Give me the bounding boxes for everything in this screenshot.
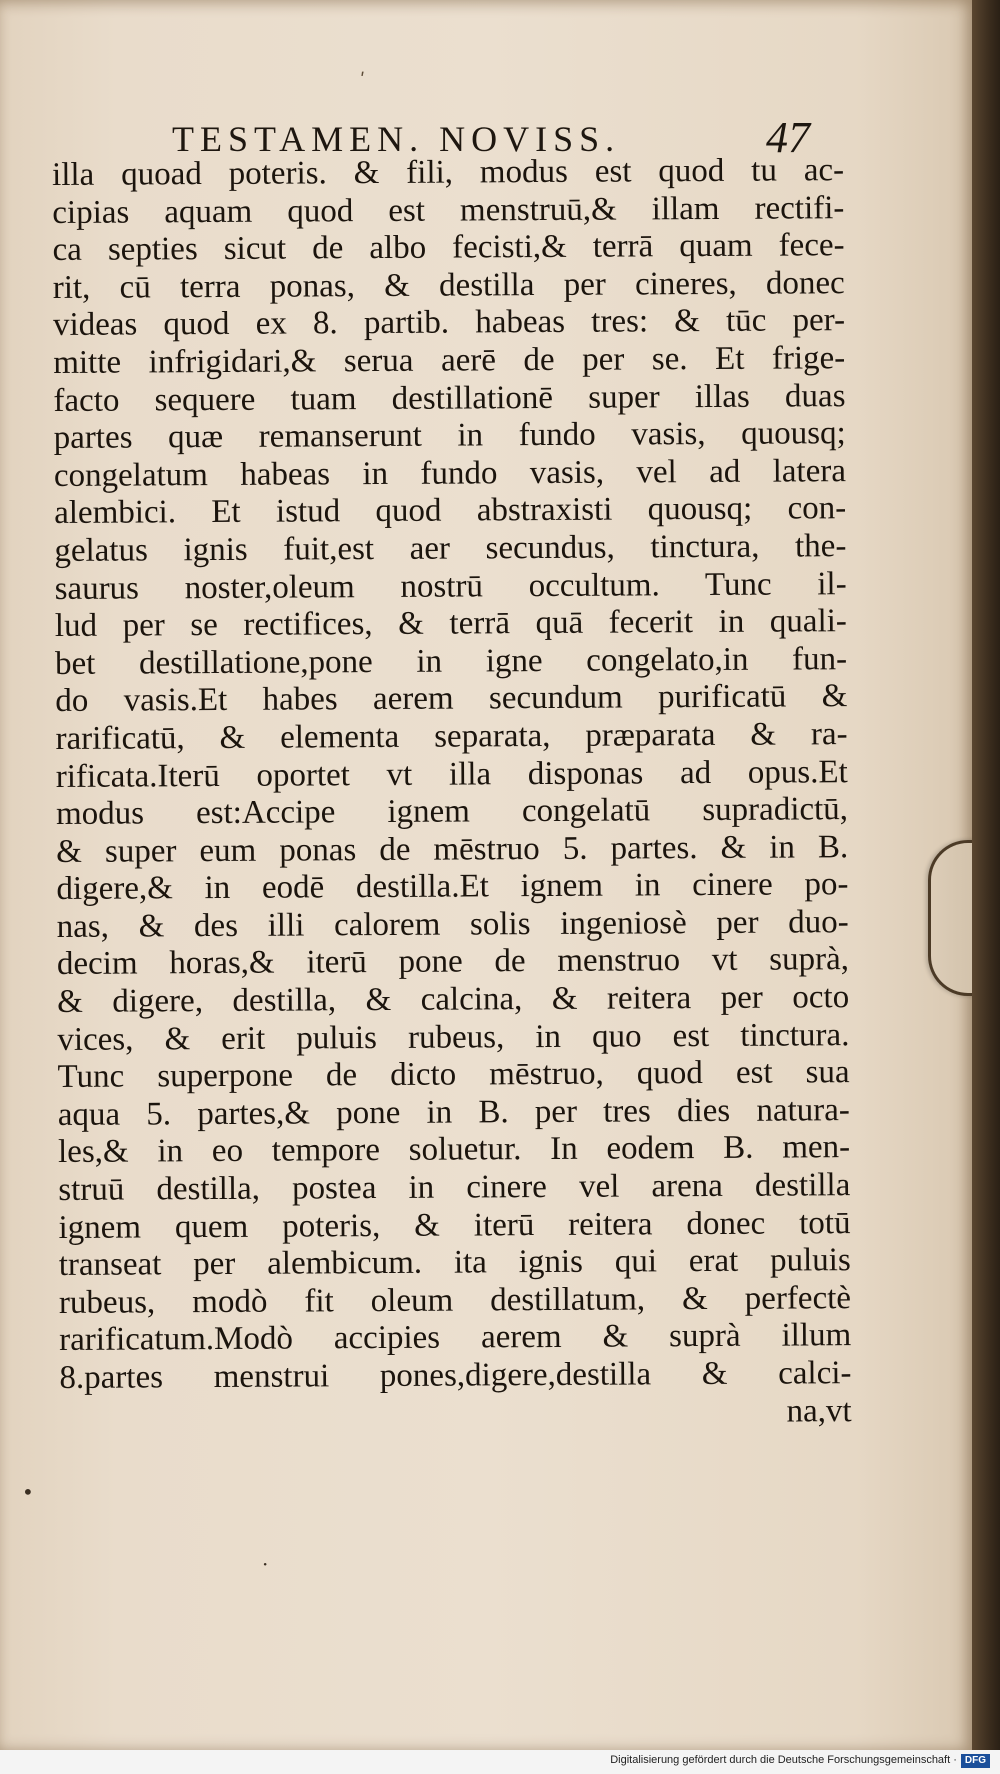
page-number: 47 [766,113,810,162]
text-line: videas quod ex 8. partib. habeas tres: & tūc per- [52,302,846,344]
text-line: rit, cū terra ponas, & destilla per cineres, donec [52,264,845,306]
ornament-mark: ʹ [360,70,366,91]
catchword: na,vt [786,1392,852,1430]
text-line: rarificatum.Modò accipies aerem & suprà illum [59,1317,852,1359]
body-text [52,152,852,1435]
text-line: modus est:Accipe ignem congelatū supradictū, [55,791,849,833]
text-line: aqua 5. partes,& pone in B. per tres dies natura- [57,1091,850,1133]
dfg-logo: DFG [961,1754,990,1768]
text-line: rarificatū, & elementa separata, præparata & ra- [55,716,848,757]
text-line: illa quoad poteris. & fili, modus est quod tu ac- [52,152,845,193]
text-line: & super eum ponas de mēstruo 5. partes. & in B. [56,828,849,870]
book-fore-edge [972,0,1000,1760]
text-line: rubeus, modò fit oleum destillatum, & perfectè [58,1279,852,1321]
text-line: nas, & des illi calorem solis ingeniosè per duo- [56,904,849,945]
text-line: congelatum habeas in fundo vasis, vel ad latera [53,452,847,494]
text-line: ca septies sicut de albo fecisti,& terrā quam fece- [52,227,845,269]
text-line: rificata.Iterū oportet vt illa disponas ad opus.Et [55,753,848,795]
text-line: transeat per alembicum. ita ignis qui erat puluis [58,1242,851,1284]
digitization-credit [610,1754,990,1768]
text-line: digere,& in eodē destilla.Et ignem in cinere po- [56,866,849,908]
text-line: do vasis.Et habes aerem secundum purificatū & [55,678,848,720]
text-line: lud per se rectifices, & terrā quā fecerit in quali- [54,603,847,645]
text-line: les,& in eo tempore soluetur. In eodem B. men- [57,1129,851,1171]
stray-mark: • [22,1480,34,1504]
text-line: mitte infrigidari,& serua aerē de per se. Et frige- [53,340,846,381]
text-line: partes quæ remanserunt in fundo vasis, quousq; [53,415,846,457]
text-line: decim horas,& iterū pone de menstruo vt suprà, [56,941,850,983]
text-line: struū destilla, postea in cinere vel arena destilla [58,1167,851,1209]
text-line: Tunc superpone de dicto mēstruo, quod est sua [57,1054,850,1096]
text-line: gelatus ignis fuit,est aer secundus, tinctura, the- [54,528,847,569]
text-line: cipias aquam quod est menstruū,& illam rectifi- [52,189,845,231]
text-line: bet destillatione,pone in igne congelato,in fun- [54,640,848,682]
credit-text: Digitalisierung gefördert durch die Deutsche Forschungsgemeinschaft · [610,1754,957,1766]
text-line: 8.partes menstrui pones,digere,destilla & calci- [59,1355,852,1396]
text-line: ignem quem poteris, & iterū reitera donec totū [58,1204,851,1246]
text-line: saurus noster,oleum nostrū occultum. Tunc il- [54,565,847,607]
text-line: vices, & erit puluis rubeus, in quo est tinctura. [57,1016,850,1058]
text-line: & digere, destilla, & calcina, & reitera per octo [57,979,850,1021]
text-line: facto sequere tuam destillationē super illas duas [53,377,846,419]
running-head-title: TESTAMEN. NOVISS. [172,119,621,159]
stray-mark: · [262,1552,269,1576]
text-line: alembici. Et istud quod abstraxisti quousq; con- [54,490,847,532]
